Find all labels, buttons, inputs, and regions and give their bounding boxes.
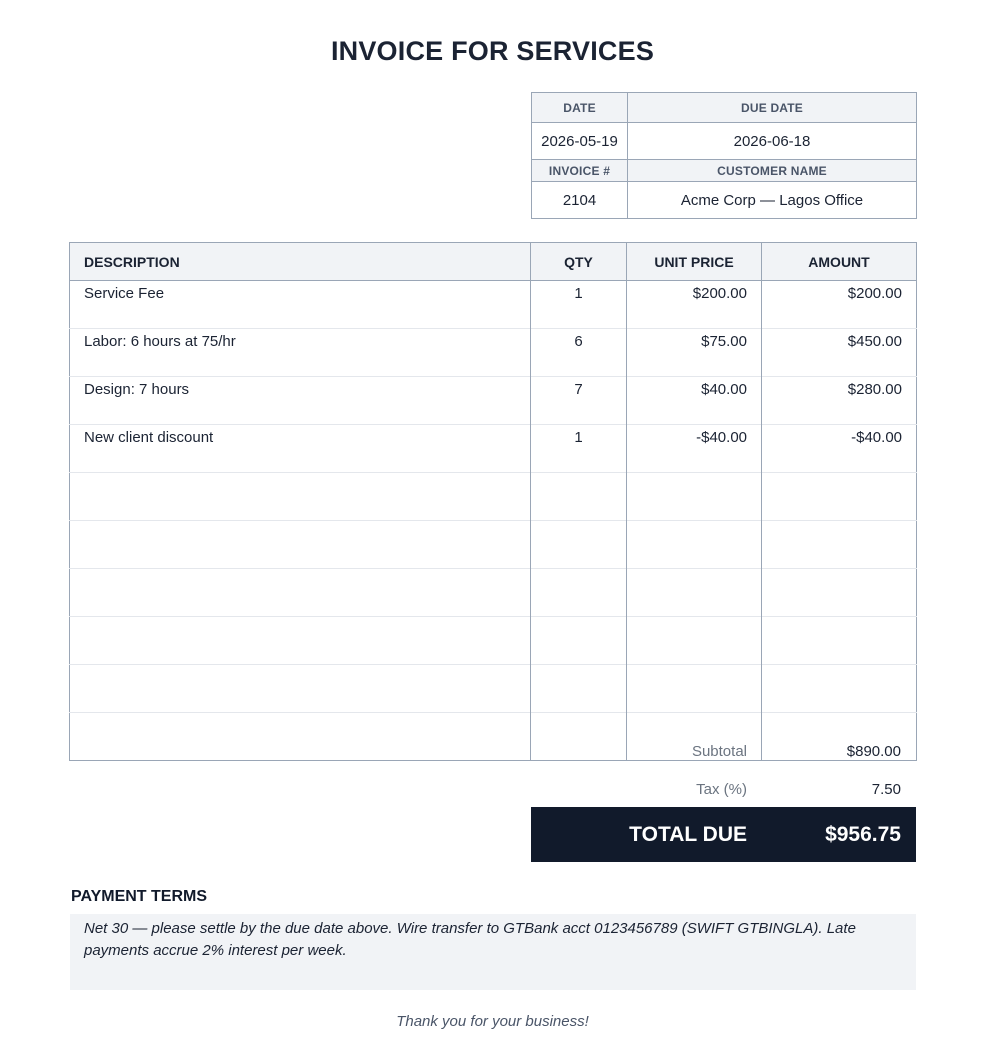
item-unit-price: $200.00 [627, 281, 762, 329]
item-description [70, 569, 531, 617]
item-amount: $450.00 [762, 329, 917, 377]
unit-price-header: UNIT PRICE [627, 243, 762, 281]
table-row [70, 569, 917, 617]
item-description [70, 617, 531, 665]
due-date-value: 2026-06-18 [628, 123, 917, 160]
table-row [70, 425, 917, 473]
item-unit-price [627, 665, 762, 713]
item-unit-price: -$40.00 [627, 425, 762, 473]
item-description [70, 665, 531, 713]
item-amount [762, 521, 917, 569]
item-amount [762, 617, 917, 665]
thank-you-note: Thank you for your business! [396, 1013, 589, 1030]
table-row [70, 329, 917, 377]
item-description [70, 473, 531, 521]
description-header: DESCRIPTION [70, 243, 531, 281]
item-description: Service Fee [84, 285, 165, 302]
customer-name-value: Acme Corp — Lagos Office [628, 182, 917, 219]
invoice-number-label: INVOICE # [532, 160, 628, 182]
invoice-title: INVOICE FOR SERVICES [330, 36, 655, 66]
subtotal-value: $890.00 [846, 743, 901, 760]
table-row [70, 665, 917, 713]
item-description [70, 521, 531, 569]
total-due-box [531, 807, 916, 862]
item-description [70, 713, 531, 761]
item-qty [531, 617, 627, 665]
tax-label: Tax (%) [696, 781, 747, 798]
item-qty: 1 [531, 281, 627, 329]
item-unit-price [627, 617, 762, 665]
table-row [70, 617, 917, 665]
table-row [70, 281, 917, 329]
line-items-header-row [70, 243, 917, 281]
item-qty: 1 [531, 425, 627, 473]
table-row [70, 377, 917, 425]
line-items-table [69, 242, 917, 761]
item-description: Labor: 6 hours at 75/hr [70, 329, 531, 377]
subtotal-label: Subtotal [691, 743, 747, 760]
item-qty [531, 521, 627, 569]
item-amount: $200.00 [762, 281, 917, 329]
total-due-label: TOTAL DUE [629, 823, 747, 846]
item-unit-price: $75.00 [627, 329, 762, 377]
amount-header: AMOUNT [762, 243, 917, 281]
item-unit-price [627, 521, 762, 569]
item-description: Design: 7 hours [70, 377, 531, 425]
tax-value: 7.50 [871, 781, 901, 798]
item-amount [762, 569, 917, 617]
item-amount [762, 473, 917, 521]
payment-terms-text: Net 30 — please settle by the due date above. Wire transfer to GTBank acct 0123456789 (SWIFT GTBINGLA). Late payments accrue 2% interest per week. [84, 920, 856, 959]
payment-terms-heading: PAYMENT TERMS [71, 888, 208, 905]
table-row [70, 521, 917, 569]
invoice-number-value: 2104 [532, 182, 628, 219]
payment-terms-box [70, 914, 916, 990]
item-unit-price [627, 473, 762, 521]
item-qty: 6 [531, 329, 627, 377]
qty-header: QTY [531, 243, 627, 281]
invoice-meta-table [531, 92, 917, 219]
item-amount [762, 665, 917, 713]
item-description: New client discount [70, 425, 531, 473]
item-qty [531, 665, 627, 713]
customer-name-label: CUSTOMER NAME [628, 160, 917, 182]
item-amount: -$40.00 [762, 425, 917, 473]
item-unit-price [627, 569, 762, 617]
item-qty [531, 569, 627, 617]
table-row [70, 473, 917, 521]
item-qty [531, 473, 627, 521]
item-qty: 7 [531, 377, 627, 425]
total-due-value: $956.75 [825, 823, 901, 846]
item-amount: $280.00 [762, 377, 917, 425]
item-unit-price: $40.00 [627, 377, 762, 425]
due-date-label: DUE DATE [628, 93, 917, 123]
date-label: DATE [532, 93, 628, 123]
date-value: 2026-05-19 [532, 123, 628, 160]
